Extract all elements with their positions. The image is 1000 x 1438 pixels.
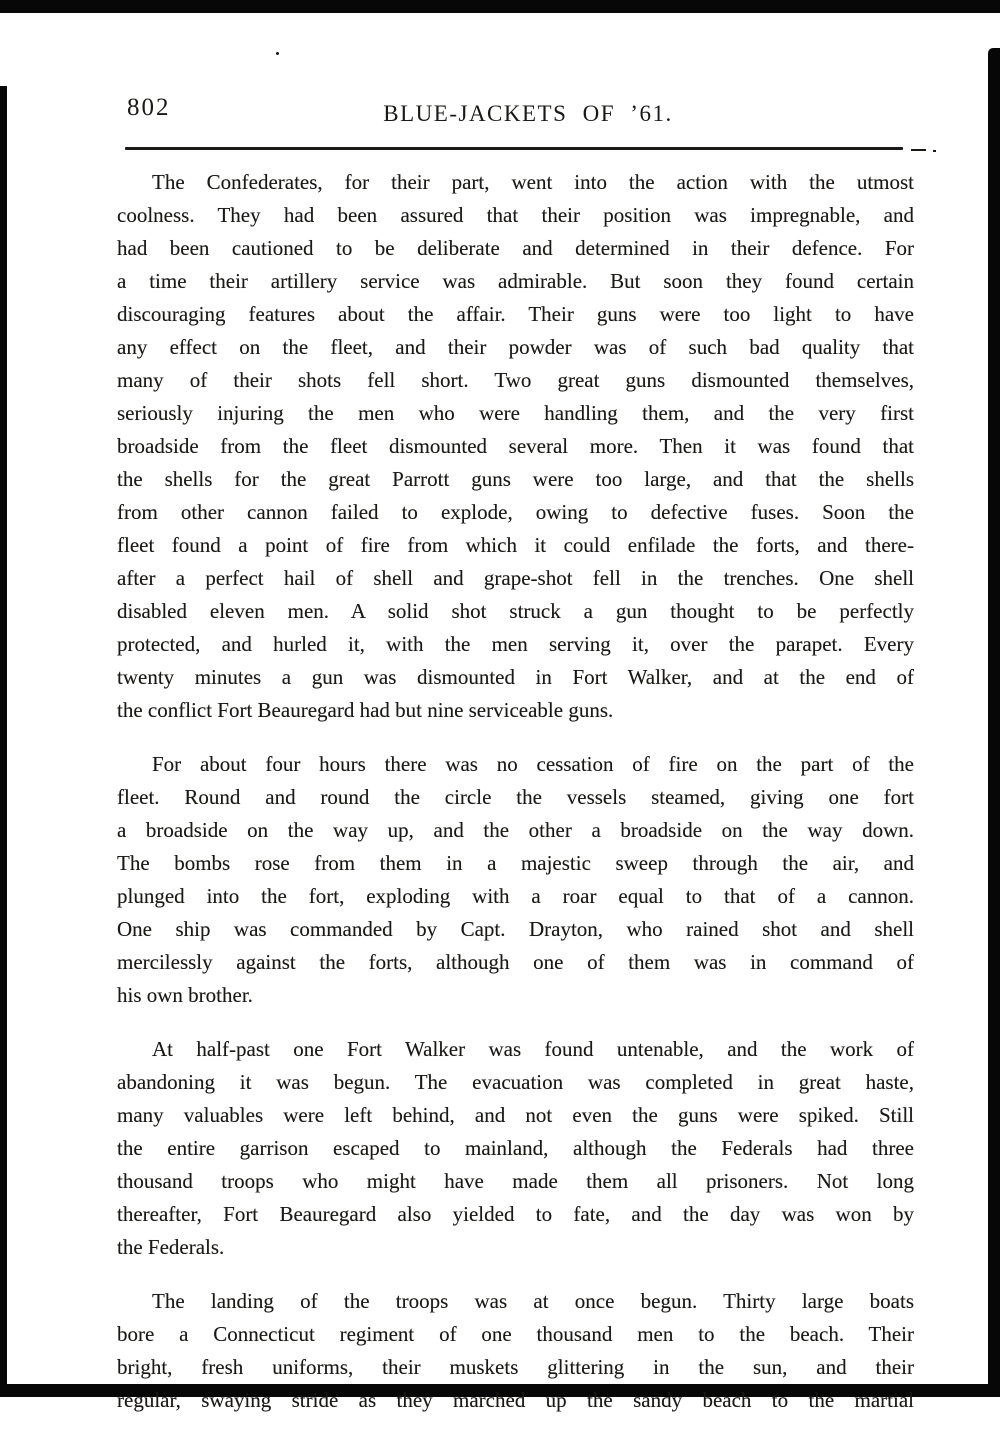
text-line: the conflict Fort Beauregard had but nine serviceable guns.	[117, 698, 614, 722]
text-line: bright, fresh uniforms, their muskets glittering in the sun, and their	[117, 1355, 914, 1379]
text-line: many of their shots fell short. Two great guns dismounted themselves,	[117, 368, 914, 392]
scan-border-left	[0, 86, 7, 1397]
text-line: protected, and hurled it, with the men serving it, over the parapet. Every	[117, 632, 914, 656]
running-header: BLUE-JACKETS OF ’61.	[383, 101, 673, 126]
text-line: his own brother.	[117, 983, 253, 1007]
text-line: thousand troops who might have made them all prisoners. Not long	[117, 1169, 914, 1193]
text-line: disabled eleven men. A solid shot struck a gun thought to be perfectly	[117, 599, 914, 623]
text-line: had been cautioned to be deliberate and determined in their defence. For	[117, 236, 914, 260]
ink-speck	[276, 52, 279, 55]
scan-border-right	[988, 48, 1000, 1397]
text-line: mercilessly against the forts, although one of them was in command of	[117, 950, 914, 974]
text-line: One ship was commanded by Capt. Drayton, who rained shot and shell	[117, 917, 914, 941]
text-line: coolness. They had been assured that their position was impregnable, and	[117, 203, 914, 227]
text-line: a time their artillery service was admirable. But soon they found certain	[117, 269, 914, 293]
header-rule-dash	[911, 149, 926, 151]
text-line: the Federals.	[117, 1235, 225, 1259]
text-line: broadside from the fleet dismounted several more. Then it was found that	[117, 434, 914, 458]
text-line: plunged into the fort, exploding with a roar equal to that of a cannon.	[117, 884, 914, 908]
text-line: from other cannon failed to explode, owing to defective fuses. Soon the	[117, 500, 914, 524]
text-line: At half-past one Fort Walker was found untenable, and the work of	[152, 1037, 914, 1061]
text-line: The bombs rose from them in a majestic sweep through the air, and	[117, 851, 914, 875]
page-body	[117, 166, 914, 1438]
text-line: many valuables were left behind, and not even the guns were spiked. Still	[117, 1103, 914, 1127]
text-line: abandoning it was begun. The evacuation was completed in great haste,	[117, 1070, 914, 1094]
header-rule	[125, 147, 903, 150]
text-line: thereafter, Fort Beauregard also yielded to fate, and the day was won by	[117, 1202, 914, 1226]
text-line: For about four hours there was no cessation of fire on the part of the	[152, 752, 914, 776]
text-line: any effect on the fleet, and their powder was of such bad quality that	[117, 335, 914, 359]
page-number: 802	[127, 94, 171, 121]
text-line: seriously injuring the men who were handling them, and the very first	[117, 401, 914, 425]
text-line: The landing of the troops was at once begun. Thirty large boats	[152, 1289, 914, 1313]
text-line: The Confederates, for their part, went into the action with the utmost	[152, 170, 914, 194]
text-line: the shells for the great Parrott guns were too large, and that the shells	[117, 467, 914, 491]
header-rule-dot	[933, 150, 936, 152]
text-line: a broadside on the way up, and the other a broadside on the way down.	[117, 818, 914, 842]
scan-border-top	[0, 0, 1000, 13]
text-line: twenty minutes a gun was dismounted in Fort Walker, and at the end of	[117, 665, 914, 689]
text-line: the entire garrison escaped to mainland, although the Federals had three	[117, 1136, 914, 1160]
text-line: discouraging features about the affair. Their guns were too light to have	[117, 302, 914, 326]
text-line: bore a Connecticut regiment of one thousand men to the beach. Their	[117, 1322, 914, 1346]
text-line: after a perfect hail of shell and grape-shot fell in the trenches. One shell	[117, 566, 914, 590]
text-line: regular, swaying stride as they marched up the sandy beach to the martial	[117, 1388, 914, 1412]
text-line: fleet found a point of fire from which it could enfilade the forts, and there-	[117, 533, 914, 557]
text-line: fleet. Round and round the circle the vessels steamed, giving one fort	[117, 785, 914, 809]
